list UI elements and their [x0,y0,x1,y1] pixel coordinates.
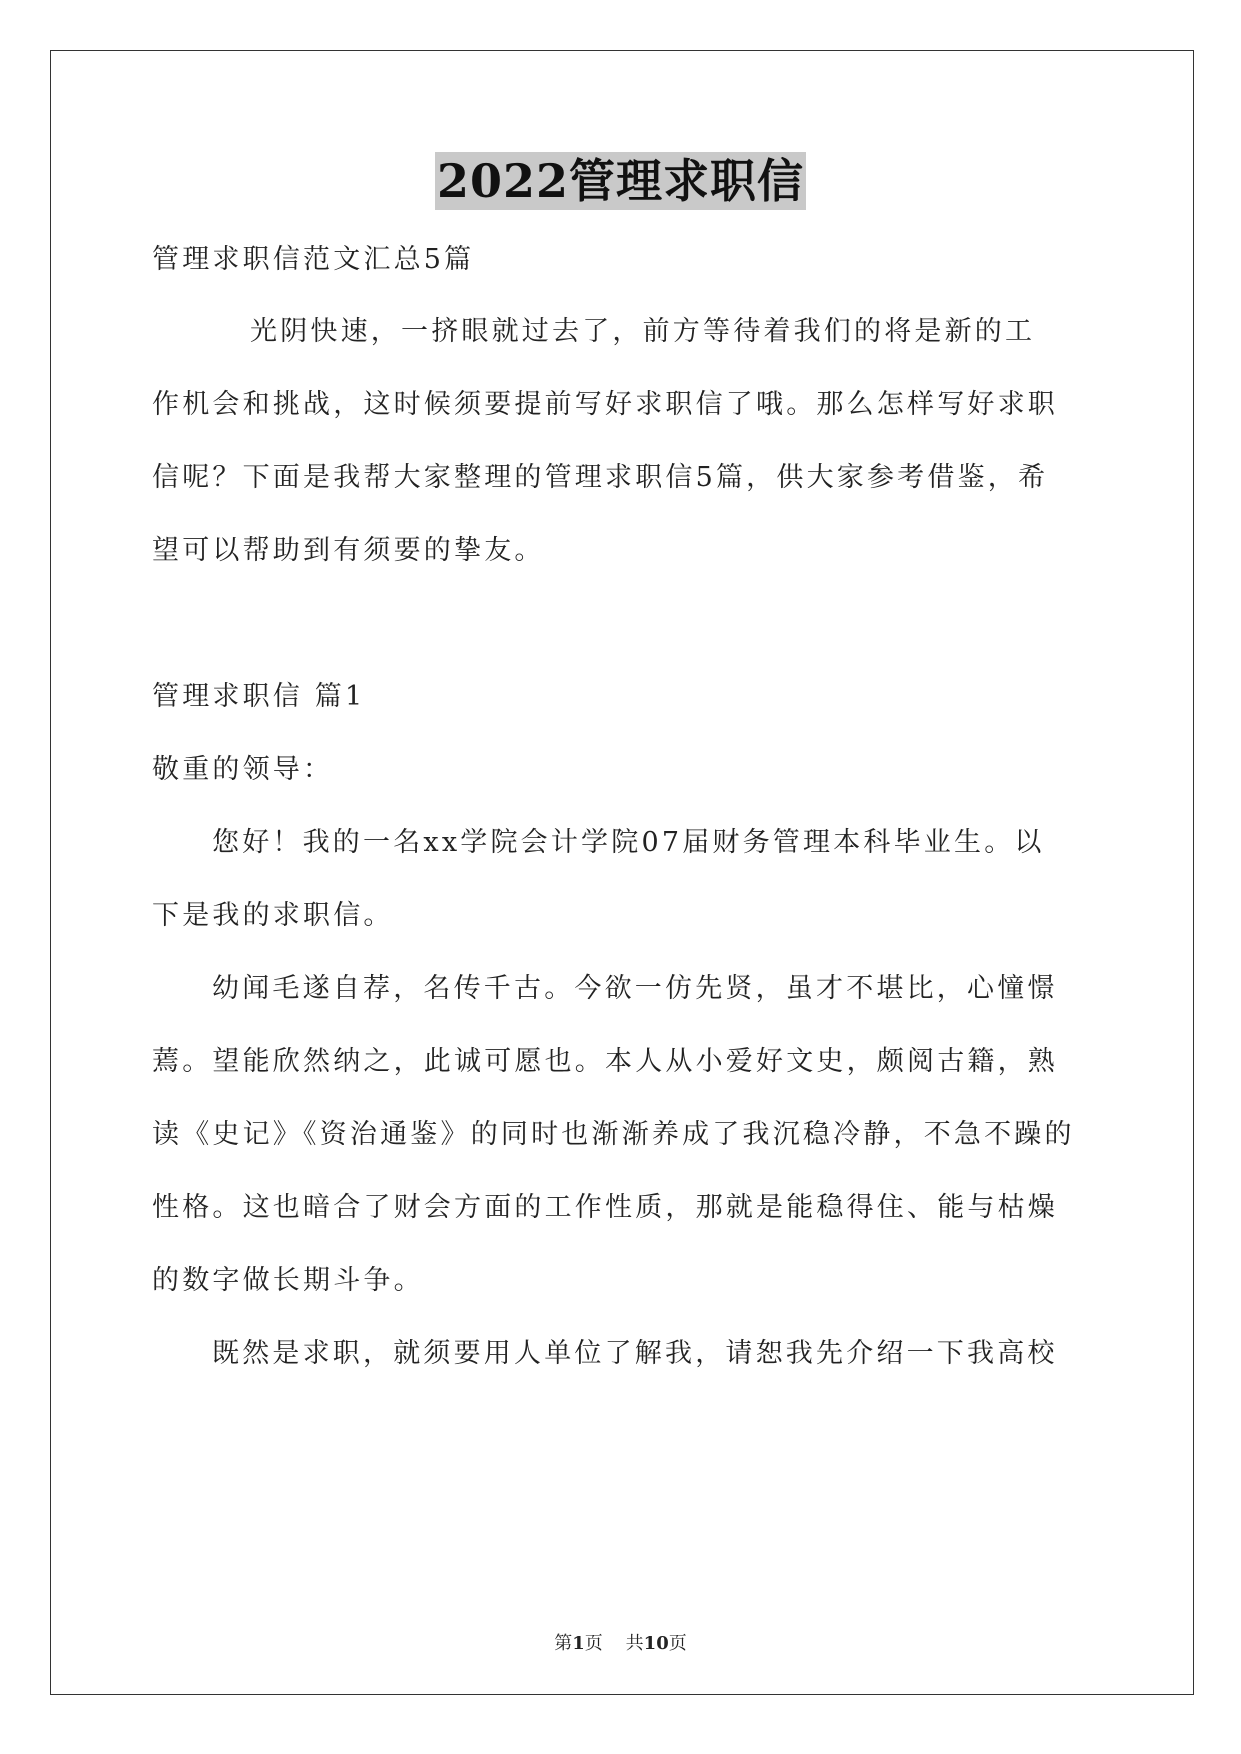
body-line-3: 幼闻毛遂自荐，名传千古。今欲一仿先贤，虽才不堪比，心憧憬 [212,973,1058,1004]
body-line-4: 蔫。望能欣然纳之，此诚可愿也。本人从小爱好文史，颇阅古籍，熟 [152,1046,1058,1077]
body-line-7: 的数字做长期斗争。 [152,1265,424,1296]
section-heading: 管理求职信 篇1 [152,681,366,712]
footer-total-pages: 10 [643,1633,669,1654]
body-line-8: 既然是求职，就须要用人单位了解我，请恕我先介绍一下我高校 [212,1338,1058,1369]
title-container [0,152,1241,210]
footer-suffix: 页 [668,1633,687,1654]
subtitle-line: 管理求职信范文汇总5篇 [152,244,475,275]
footer-prefix: 第 [554,1633,573,1654]
footer-middle: 页 共 [584,1633,644,1654]
salutation: 敬重的领导： [152,754,334,785]
intro-line-1: 光阴快速，一挤眼就过去了，前方等待着我们的将是新的工 [250,316,1036,347]
intro-line-4: 望可以帮助到有须要的挚友。 [152,535,545,566]
body-line-5: 读《史记》《资治通鉴》的同时也渐渐养成了我沉稳冷静，不急不躁的 [152,1119,1075,1150]
document-title: 2022管理求职信 [436,154,805,208]
intro-line-2: 作机会和挑战，这时候须要提前写好求职信了哦。那么怎样写好求职 [152,389,1058,420]
body-line-1: 您好！我的一名xx学院会计学院07届财务管理本科毕业生。以 [212,827,1045,858]
page-footer [0,1632,1241,1656]
footer-page-number: 1 [572,1633,585,1654]
page-border [50,50,1194,1695]
body-line-2: 下是我的求职信。 [152,900,394,931]
intro-line-3: 信呢？下面是我帮大家整理的管理求职信5篇，供大家参考借鉴，希 [152,462,1049,493]
body-line-6: 性格。这也暗合了财会方面的工作性质，那就是能稳得住、能与枯燥 [152,1192,1058,1223]
